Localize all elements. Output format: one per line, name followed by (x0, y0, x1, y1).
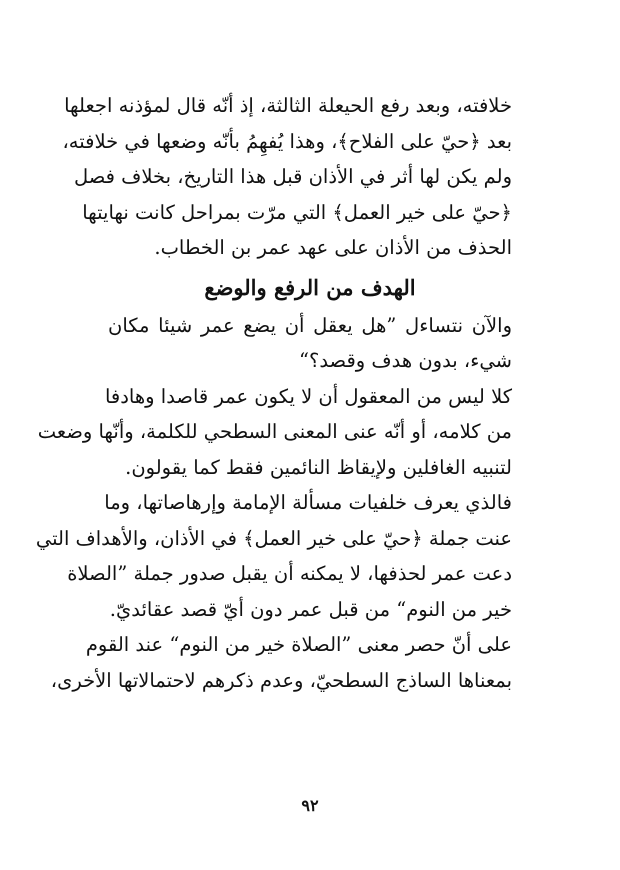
text-line: دعت عمر لحذفها، لا يمكنه أن يقبل صدور جملة ”الصلاة (67, 562, 512, 585)
text-line: ولم يكن لها أثر في الأذان قبل هذا التاريخ، بخلاف فصل (73, 165, 512, 188)
text-line: خلافته، وبعد رفع الحيعلة الثالثة، إذ أنّه قال لمؤذنه اجعلها (64, 94, 512, 117)
text-line: كلا ليس من المعقول أن لا يكون عمر قاصدا وهادفا (104, 384, 512, 408)
page-number: ٩٢ (301, 796, 319, 815)
text-line: عنت جملة ﴿حيّ على خير العمل﴾ في الأذان، والأهداف التي (35, 526, 512, 550)
text-line: ﴿حيّ على خير العمل﴾ التي مرّت بمراحل كانت نهايتها (82, 200, 512, 224)
text-line: بمعناها الساذج السطحيّ، وعدم ذكرهم لاحتمالاتها الأخرى، (50, 668, 512, 692)
text-line: شيء، بدون هدف وقصد؟“ (299, 349, 512, 372)
text-line: لتنبيه الغافلين ولإيقاظ النائمين فقط كما يقولون. (125, 455, 512, 479)
text-line: خير من النوم“ من قبل عمر دون أيّ قصد عقائديّ. (109, 597, 512, 621)
text-line: من كلامه، أو أنّه عنى المعنى السطحي للكلمة، وأنّها وضعت (37, 420, 512, 443)
text-line: الحذف من الأذان على عهد عمر بن الخطاب. (154, 236, 512, 259)
text-line: فالذي يعرف خلفيات مسألة الإمامة وإرهاصاتها، وما (104, 491, 512, 514)
page-body (35, 88, 512, 698)
text-line: والآن نتساءل ”هل يعقل أن يضع عمر شيئا مكان (108, 313, 512, 337)
text-line: بعد ﴿حيّ على الفلاح﴾، وهذا يُفهِمُ بأنّه وضعها في خلافته، (62, 129, 512, 153)
section-heading: الهدف من الرفع والوضع (204, 274, 416, 300)
text-line: على أنّ حصر معنى ”الصلاة خير من النوم“ عند القوم (85, 633, 512, 656)
